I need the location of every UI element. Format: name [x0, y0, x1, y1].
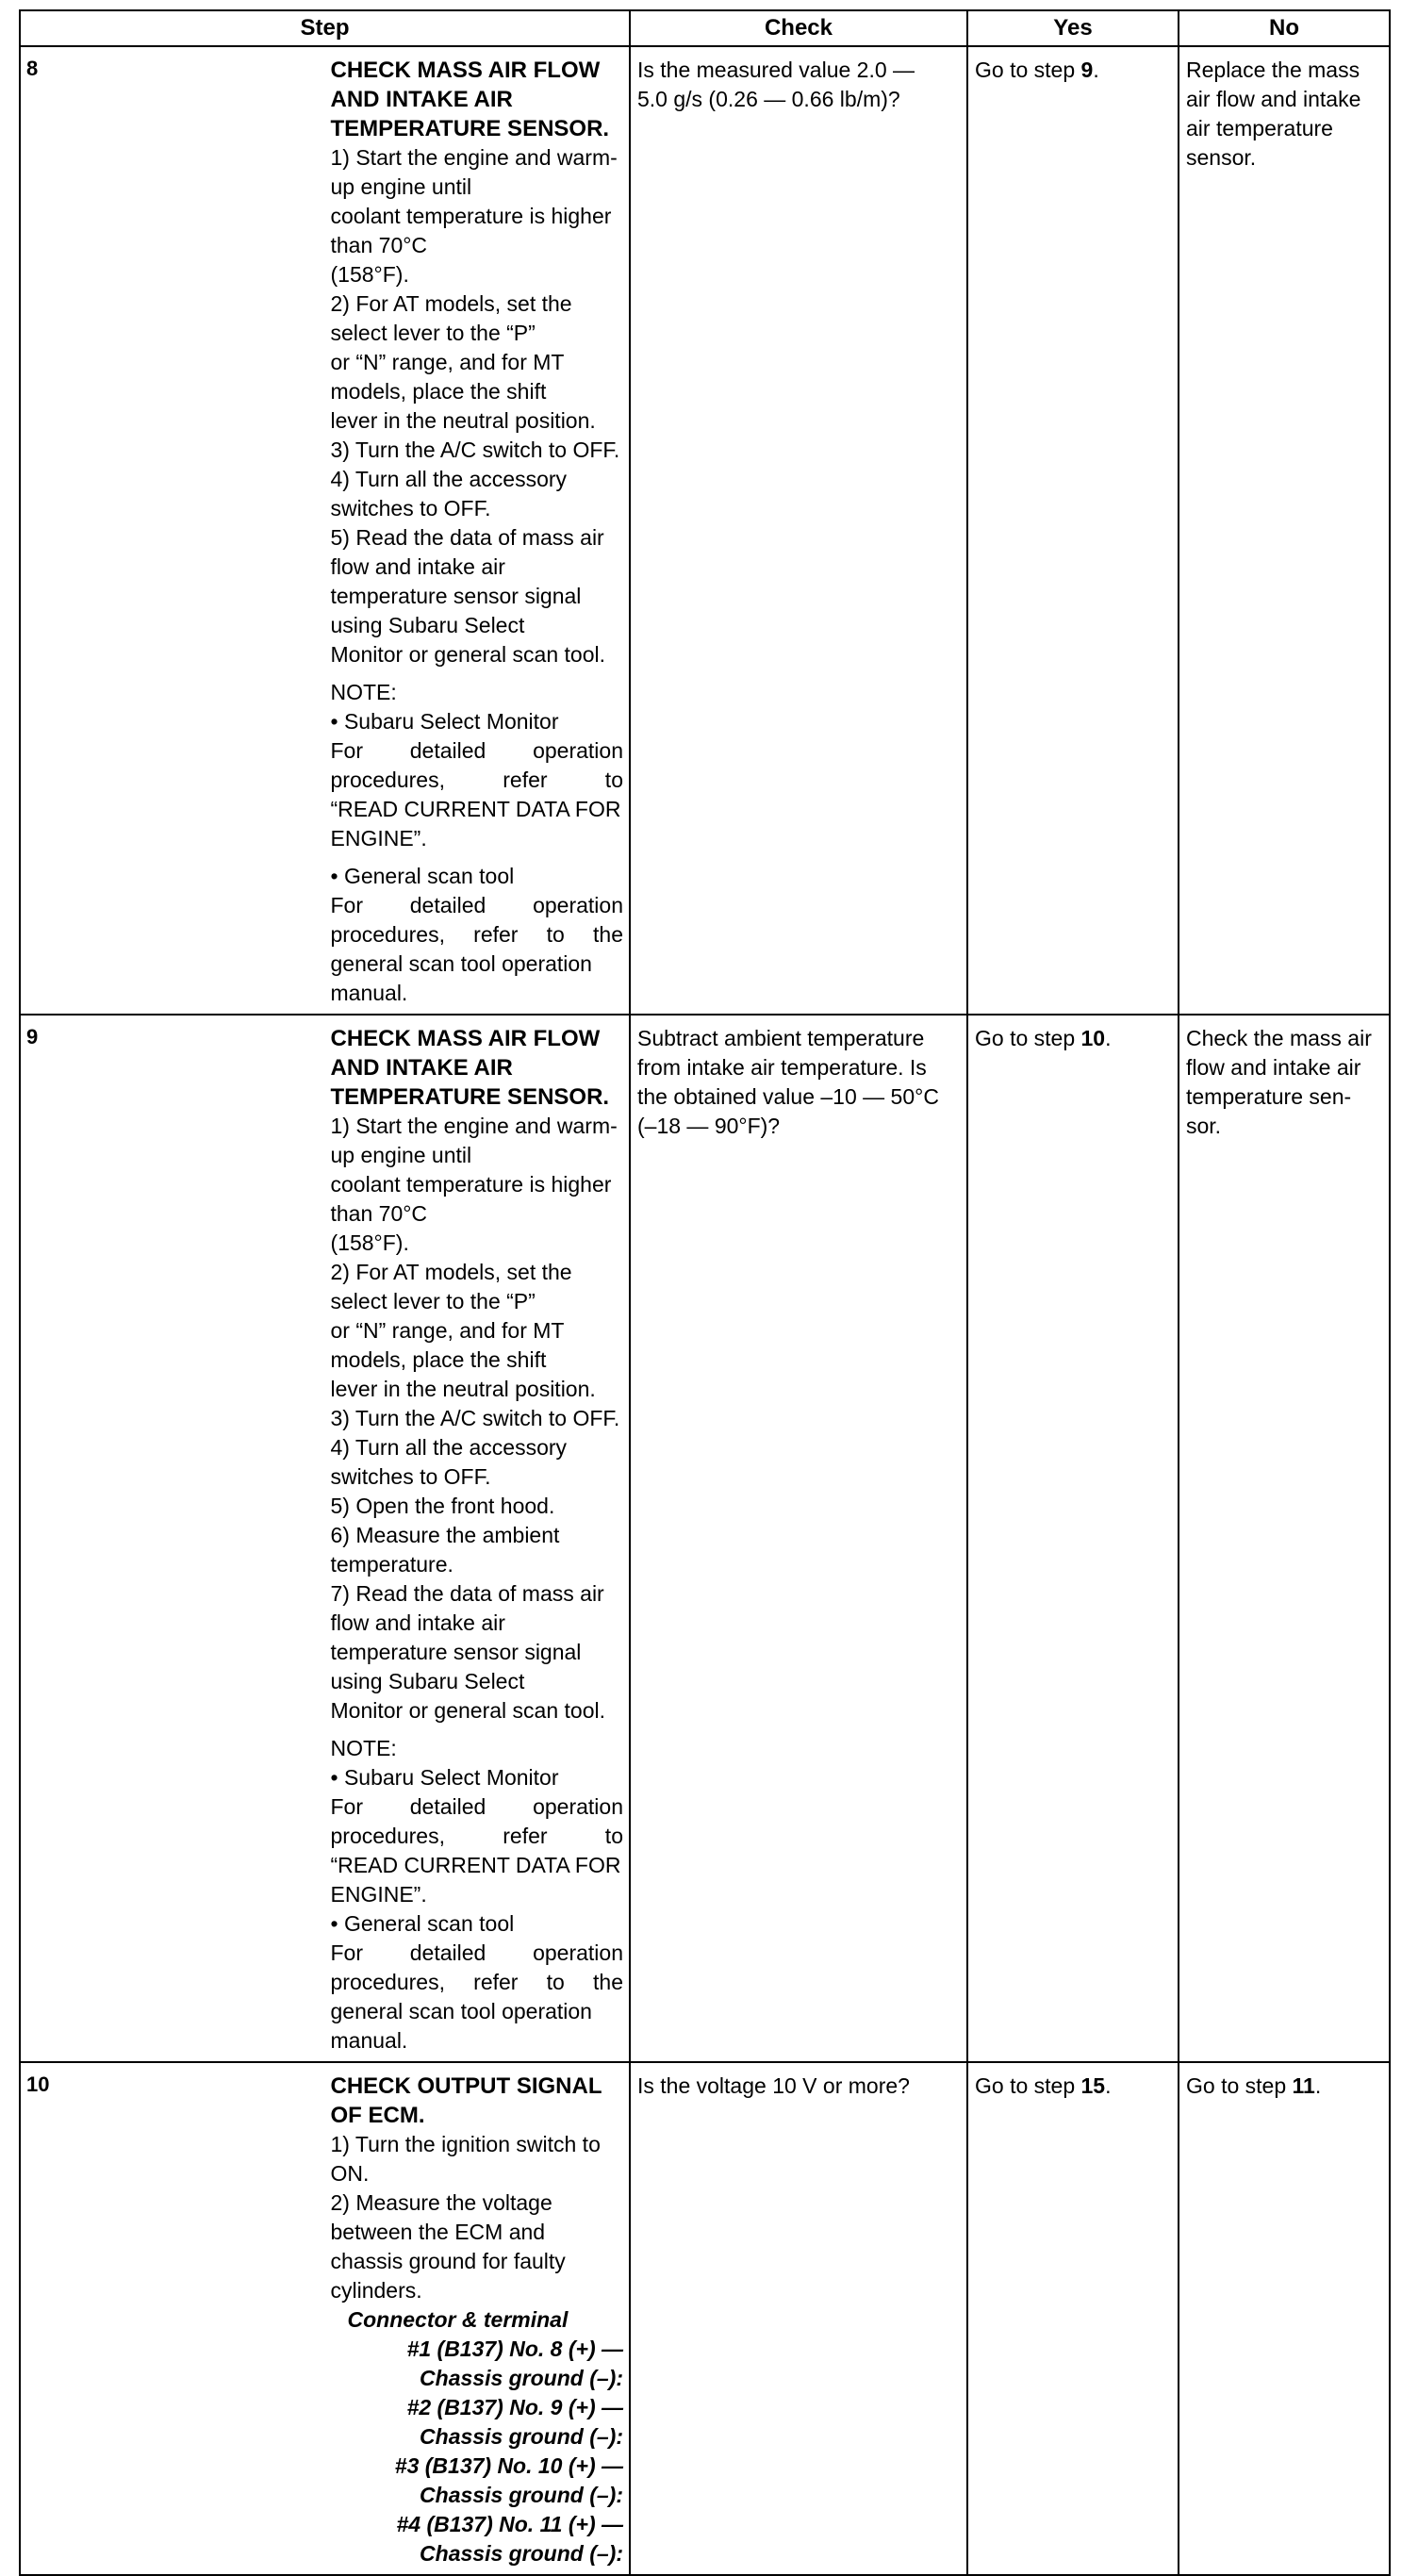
- no-suffix: .: [1314, 2073, 1322, 2098]
- check-cell: [630, 1015, 967, 2062]
- diagnostic-table-document: [19, 9, 1383, 2576]
- instruction-line: coolant temperature is higher than 70°C: [330, 204, 612, 257]
- instruction-line: lever in the neutral position.: [330, 408, 596, 433]
- no-text: flow and intake air: [1186, 1055, 1361, 1080]
- yes-text: Go to step: [975, 1026, 1081, 1050]
- connector-heading: Connector & terminal: [347, 2307, 569, 2332]
- no-cell: [1179, 2062, 1390, 2575]
- no-cell: [1179, 1015, 1390, 2062]
- instruction-line: or “N” range, and for MT models, place the shift: [330, 350, 565, 404]
- no-text: Check the mass air: [1186, 1026, 1372, 1050]
- step-title-line2: TEMPERATURE SENSOR.: [330, 1084, 610, 1110]
- instruction-line: 3) Turn the A/C switch to OFF.: [330, 438, 620, 462]
- yes-cell: [967, 1015, 1179, 2062]
- instruction-line: 2) Measure the voltage between the ECM and: [330, 2190, 552, 2244]
- check-text: the obtained value –10 — 50°C: [637, 1084, 939, 1109]
- instruction-line: 3) Turn the A/C switch to OFF.: [330, 1406, 620, 1430]
- check-cell: [630, 2062, 967, 2575]
- note-bullet: • General scan tool: [330, 1911, 515, 1936]
- note-text: For detailed operation procedures, refer to: [330, 738, 623, 792]
- step-number: 10: [20, 2062, 325, 2575]
- connector-terminal-line: #3 (B137) No. 10 (+) — Chassis ground (–):: [394, 2453, 623, 2507]
- note-bullet: • General scan tool: [330, 864, 515, 888]
- note-text: For detailed operation procedures, refer to the: [330, 1940, 623, 1994]
- check-text: (–18 — 90°F)?: [637, 1114, 781, 1138]
- instruction-line: 2) For AT models, set the select lever to the “P”: [330, 1260, 572, 1313]
- check-text: Is the voltage 10 V or more?: [637, 2073, 910, 2098]
- instruction-line: Monitor or general scan tool.: [330, 642, 605, 667]
- check-text: Subtract ambient temperature: [637, 1026, 925, 1050]
- instruction-line: 1) Start the engine and warm-up engine until: [330, 1114, 618, 1167]
- table-row-step-8: [20, 46, 1390, 1015]
- instruction-line: 5) Open the front hood.: [330, 1494, 555, 1518]
- table-row-step-10: [20, 2062, 1390, 2575]
- header-check: Check: [630, 10, 967, 46]
- instruction-line: 7) Read the data of mass air flow and intake air: [330, 1581, 604, 1635]
- yes-suffix: .: [1093, 58, 1099, 82]
- header-no: No: [1179, 10, 1390, 46]
- instruction-line: temperature sensor signal using Subaru Select: [330, 1640, 582, 1693]
- header-row: [20, 10, 1390, 46]
- check-cell: [630, 46, 967, 1015]
- no-text: Go to step: [1186, 2073, 1293, 2098]
- check-text: from intake air temperature. Is: [637, 1055, 927, 1080]
- step-instructions: [325, 2062, 631, 2575]
- yes-step-ref: 10: [1080, 1026, 1106, 1050]
- note-bullet: • Subaru Select Monitor: [330, 709, 559, 734]
- check-text: 5.0 g/s (0.26 — 0.66 lb/m)?: [637, 87, 900, 111]
- no-cell: [1179, 46, 1390, 1015]
- step-instructions: [325, 46, 631, 1015]
- yes-text: Go to step: [975, 58, 1081, 82]
- instruction-line: 6) Measure the ambient temperature.: [330, 1523, 560, 1577]
- instruction-line: chassis ground for faulty cylinders.: [330, 2249, 566, 2303]
- no-text: sensor.: [1186, 145, 1257, 170]
- step-instructions: [325, 1015, 631, 2062]
- check-text: Is the measured value 2.0 —: [637, 58, 915, 82]
- connector-terminal-line: #2 (B137) No. 9 (+) — Chassis ground (–):: [406, 2395, 623, 2449]
- instruction-line: or “N” range, and for MT models, place the shift: [330, 1318, 565, 1372]
- yes-cell: [967, 46, 1179, 1015]
- yes-cell: [967, 2062, 1179, 2575]
- note-text: general scan tool operation manual.: [330, 951, 592, 1005]
- instruction-line: coolant temperature is higher than 70°C: [330, 1172, 612, 1226]
- header-step: Step: [20, 10, 630, 46]
- instruction-line: Monitor or general scan tool.: [330, 1698, 605, 1723]
- no-step-ref: 11: [1292, 2073, 1315, 2098]
- connector-terminal-line: #4 (B137) No. 11 (+) — Chassis ground (–):: [396, 2512, 623, 2566]
- no-text: Replace the mass: [1186, 58, 1360, 82]
- step-title-line2: TEMPERATURE SENSOR.: [330, 116, 610, 141]
- diagnostic-table: [19, 9, 1391, 2576]
- note-text: “READ CURRENT DATA FOR ENGINE”.: [330, 1853, 621, 1907]
- note-bullet: • Subaru Select Monitor: [330, 1765, 559, 1790]
- instruction-line: (158°F).: [330, 262, 409, 287]
- note-label: NOTE:: [330, 1736, 397, 1760]
- instruction-line: 1) Start the engine and warm-up engine until: [330, 145, 618, 199]
- instruction-line: 5) Read the data of mass air flow and intake air: [330, 525, 604, 579]
- note-text: For detailed operation procedures, refer to: [330, 1794, 623, 1848]
- no-text: sor.: [1186, 1114, 1222, 1138]
- step-number: 9: [20, 1015, 325, 2062]
- no-text: air temperature: [1186, 116, 1333, 140]
- connector-terminal-line: #1 (B137) No. 8 (+) — Chassis ground (–):: [406, 2337, 623, 2390]
- instruction-line: lever in the neutral position.: [330, 1377, 596, 1401]
- instruction-line: 4) Turn all the accessory switches to OFF.: [330, 467, 568, 520]
- instruction-line: (158°F).: [330, 1230, 409, 1255]
- table-row-step-9: [20, 1015, 1390, 2062]
- instruction-line: temperature sensor signal using Subaru Select: [330, 584, 582, 637]
- step-title: CHECK MASS AIR FLOW AND INTAKE AIR: [330, 58, 601, 112]
- step-number: 8: [20, 46, 325, 1015]
- header-yes: Yes: [967, 10, 1179, 46]
- yes-text: Go to step: [975, 2073, 1081, 2098]
- step-title: CHECK OUTPUT SIGNAL OF ECM.: [330, 2073, 602, 2128]
- yes-suffix: .: [1105, 1026, 1112, 1050]
- yes-step-ref: 15: [1080, 2073, 1106, 2098]
- note-text: For detailed operation procedures, refer to the: [330, 893, 623, 947]
- yes-suffix: .: [1105, 2073, 1112, 2098]
- yes-step-ref: 9: [1080, 58, 1094, 82]
- note-text: general scan tool operation manual.: [330, 1999, 592, 2053]
- instruction-line: 4) Turn all the accessory switches to OFF.: [330, 1435, 568, 1489]
- no-text: air flow and intake: [1186, 87, 1361, 111]
- note-label: NOTE:: [330, 680, 397, 704]
- no-text: temperature sen-: [1186, 1084, 1352, 1109]
- instruction-line: 2) For AT models, set the select lever to the “P”: [330, 291, 572, 345]
- note-text: “READ CURRENT DATA FOR ENGINE”.: [330, 797, 621, 850]
- instruction-line: 1) Turn the ignition switch to ON.: [330, 2132, 601, 2186]
- step-title: CHECK MASS AIR FLOW AND INTAKE AIR: [330, 1026, 601, 1081]
